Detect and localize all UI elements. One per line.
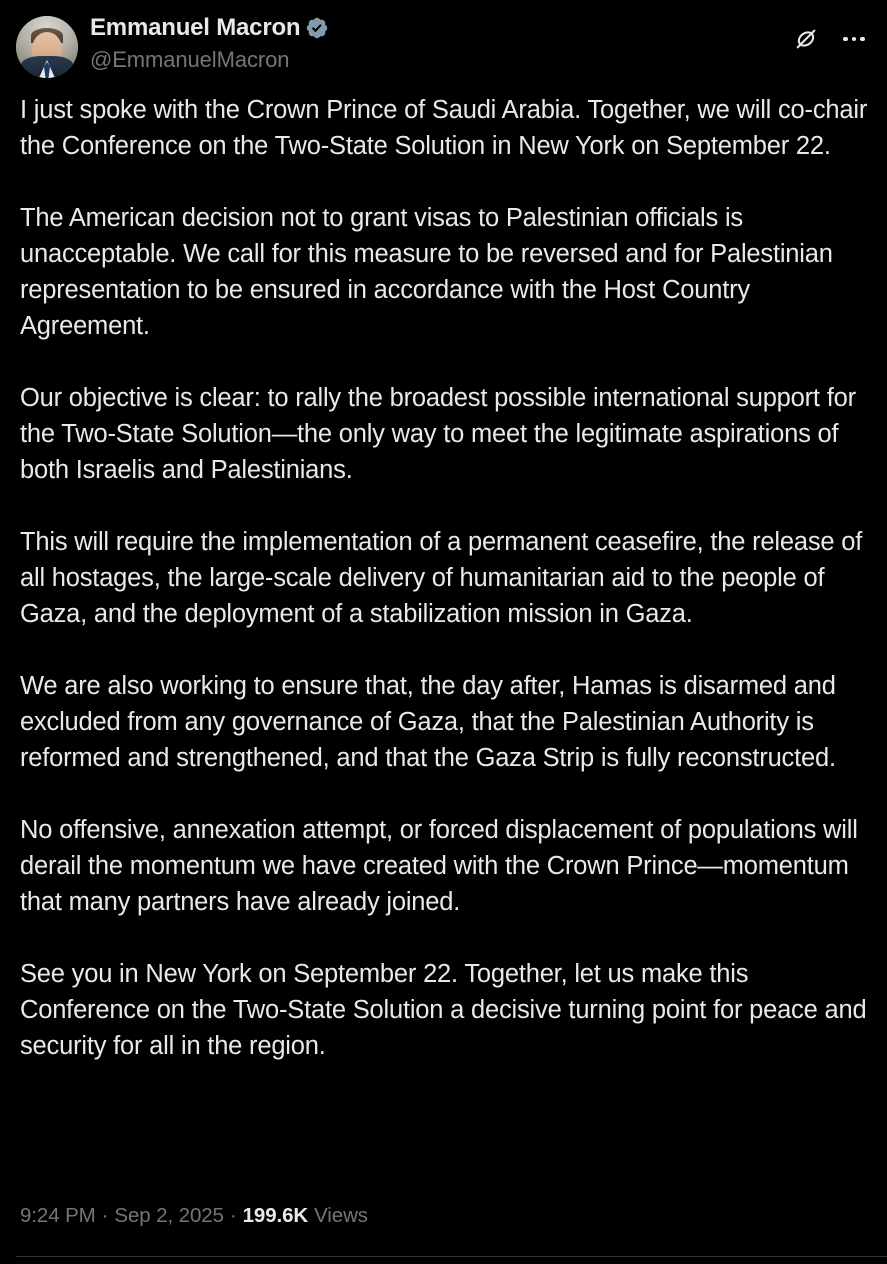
- verified-badge-icon[interactable]: [305, 16, 329, 40]
- dot-2: [852, 37, 857, 42]
- tweet-text: [0, 92, 887, 1064]
- tweet-paragraph: Our objective is clear: to rally the broadest possible international support for the Two-State Solution—the only way to meet the legitimate aspirations of both Israelis and Palestinians.: [20, 384, 863, 484]
- views-label[interactable]: Views: [314, 1204, 368, 1227]
- dot-1: [843, 37, 848, 42]
- dot-3: [860, 37, 865, 42]
- avatar[interactable]: [16, 16, 78, 78]
- tweet-time: 9:24 PM: [20, 1204, 96, 1227]
- author-name-row: [90, 16, 329, 40]
- meta-separator-2: ·: [229, 1204, 237, 1227]
- views-count[interactable]: 199.6K: [242, 1204, 309, 1227]
- author-handle[interactable]: @EmmanuelMacron: [90, 47, 290, 72]
- more-dots: [843, 37, 865, 42]
- tweet-paragraph: The American decision not to grant visas to Palestinian officials is unacceptable. We call for this measure to be reversed and for Palestinian representation to be ensured in accordance with the Host Country Agreement.: [20, 204, 840, 340]
- tweet-paragraph: I just spoke with the Crown Prince of Saudi Arabia. Together, we will co-chair the Conference on the Two-State Solution in New York on September 22.: [20, 96, 874, 160]
- meta-separator-1: ·: [101, 1204, 109, 1227]
- author-identity: [90, 14, 329, 73]
- tweet-paragraph: We are also working to ensure that, the day after, Hamas is disarmed and excluded from any governance of Gaza, that the Palestinian Authority is reformed and strengthened, and that the Gaza Strip is fully reconstructed.: [20, 672, 843, 772]
- tweet-header: [0, 0, 887, 92]
- tweet-date: Sep 2, 2025: [114, 1204, 224, 1227]
- header-actions: [789, 14, 871, 56]
- author-display-name[interactable]: Emmanuel Macron: [90, 14, 301, 41]
- bottom-divider: [16, 1256, 887, 1257]
- tweet-paragraph: No offensive, annexation attempt, or forced displacement of populations will derail the momentum we have created with the Crown Prince—momentum that many partners have already joined.: [20, 816, 865, 916]
- tweet-metadata: [20, 1204, 368, 1228]
- grok-icon[interactable]: [789, 22, 823, 56]
- tweet-paragraph: This will require the implementation of a permanent ceasefire, the release of all hostages, the large-scale delivery of humanitarian aid to the people of Gaza, and the deployment of a stabilization mission in Gaza.: [20, 528, 870, 628]
- tweet-paragraph: See you in New York on September 22. Together, let us make this Conference on the Two-State Solution a decisive turning point for peace and security for all in the region.: [20, 960, 874, 1060]
- more-options-icon[interactable]: [837, 22, 871, 56]
